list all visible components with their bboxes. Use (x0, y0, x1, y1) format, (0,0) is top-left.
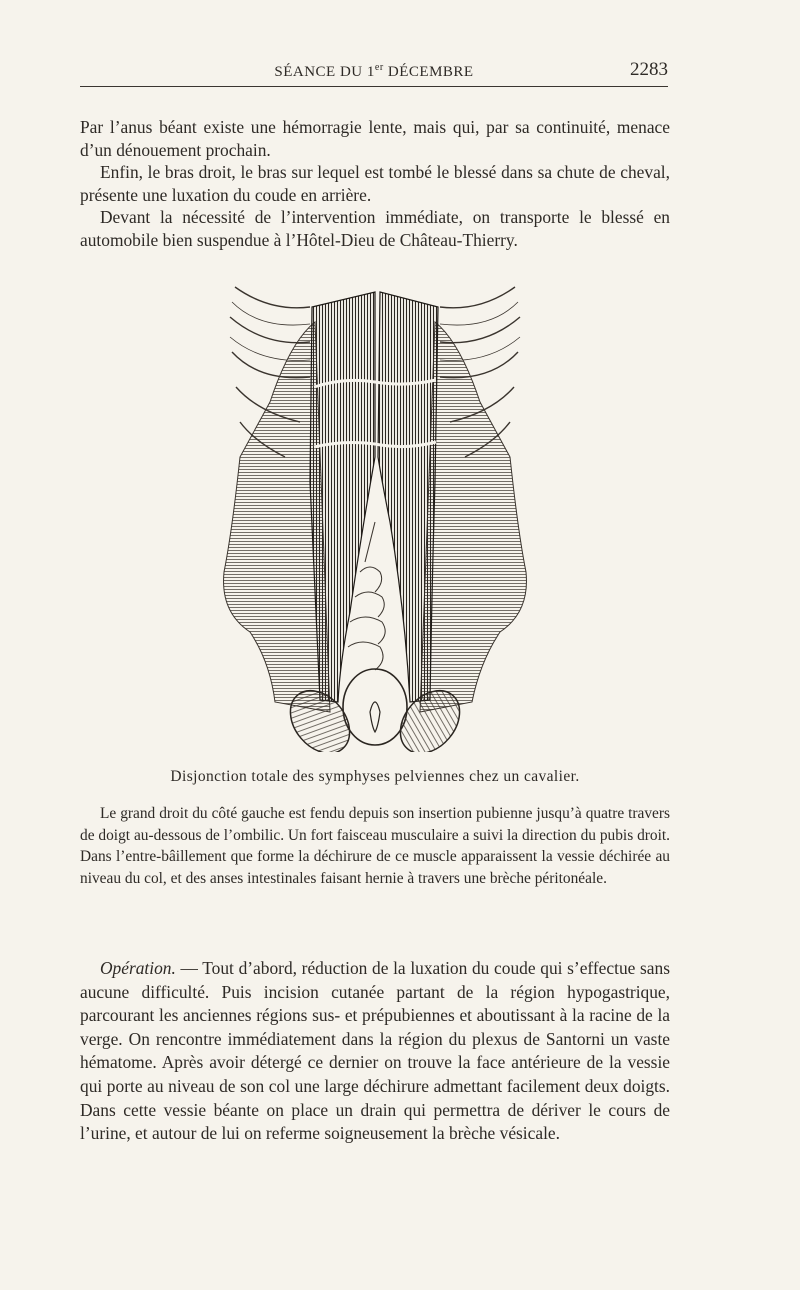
left-rectus (310, 292, 375, 702)
figure-description: Le grand droit du côté gauche est fendu depuis son insertion pubienne jusqu’à quatre travers de doigt au-dessous de l’ombilic. Un fort faisceau musculaire a suivi la direction du pubis droit. Dans l’entre-bâillement que forme la déchirure de ce muscle apparaissent la vessie déchirée au niveau du col, et des anses intestinales faisant hernie à travers une brèche péritonéale. (80, 805, 670, 887)
operation-label: Opération. (100, 958, 176, 978)
operation-paragraph (80, 957, 670, 1146)
paragraph-elbow-luxation: Enfin, le bras droit, le bras sur lequel est tombé le blessé dans sa chute de cheval, présente une luxation du coude en arrière. (80, 162, 670, 206)
right-rectus (378, 292, 438, 702)
bladder-neck (343, 669, 407, 745)
running-header (80, 58, 668, 87)
anatomical-illustration (210, 282, 540, 752)
running-title: SÉANCE DU 1er DÉCEMBRE (274, 62, 474, 80)
operation-text: — Tout d’abord, réduction de la luxation du coude qui s’effectue sans aucune difficulté. Puis incision cutanée partant de la région hypogastrique, parcourant les anciennes régions sus- et prépubiennes et aboutissant à la racine de la verge. On rencontre immédiatement dans la région du plexus de Santorni un vaste hématome. Après avoir détergé ce dernier on trouve la face antérieure de la vessie qui porte au niveau de son col une large déchirure admettant facilement deux doigts. Dans cette vessie béante on place un drain qui permettra de dériver le cours de l’urine, et autour de lui on referme soigneusement la brèche vésicale. (80, 958, 670, 1144)
page-number: 2283 (630, 59, 668, 80)
paragraph-hemorrhage: Par l’anus béant existe une hémorragie lente, mais qui, par sa continuité, menace d’un dénouement prochain. (80, 117, 670, 161)
paragraph-transport: Devant la nécessité de l’intervention immédiate, on transporte le blessé en automobile bien suspendue à l’Hôtel-Dieu de Château-Thierry. (80, 207, 670, 251)
figure-caption: Disjonction totale des symphyses pelviennes chez un cavalier. (170, 768, 580, 785)
pelvic-disjunction-drawing (210, 282, 540, 752)
